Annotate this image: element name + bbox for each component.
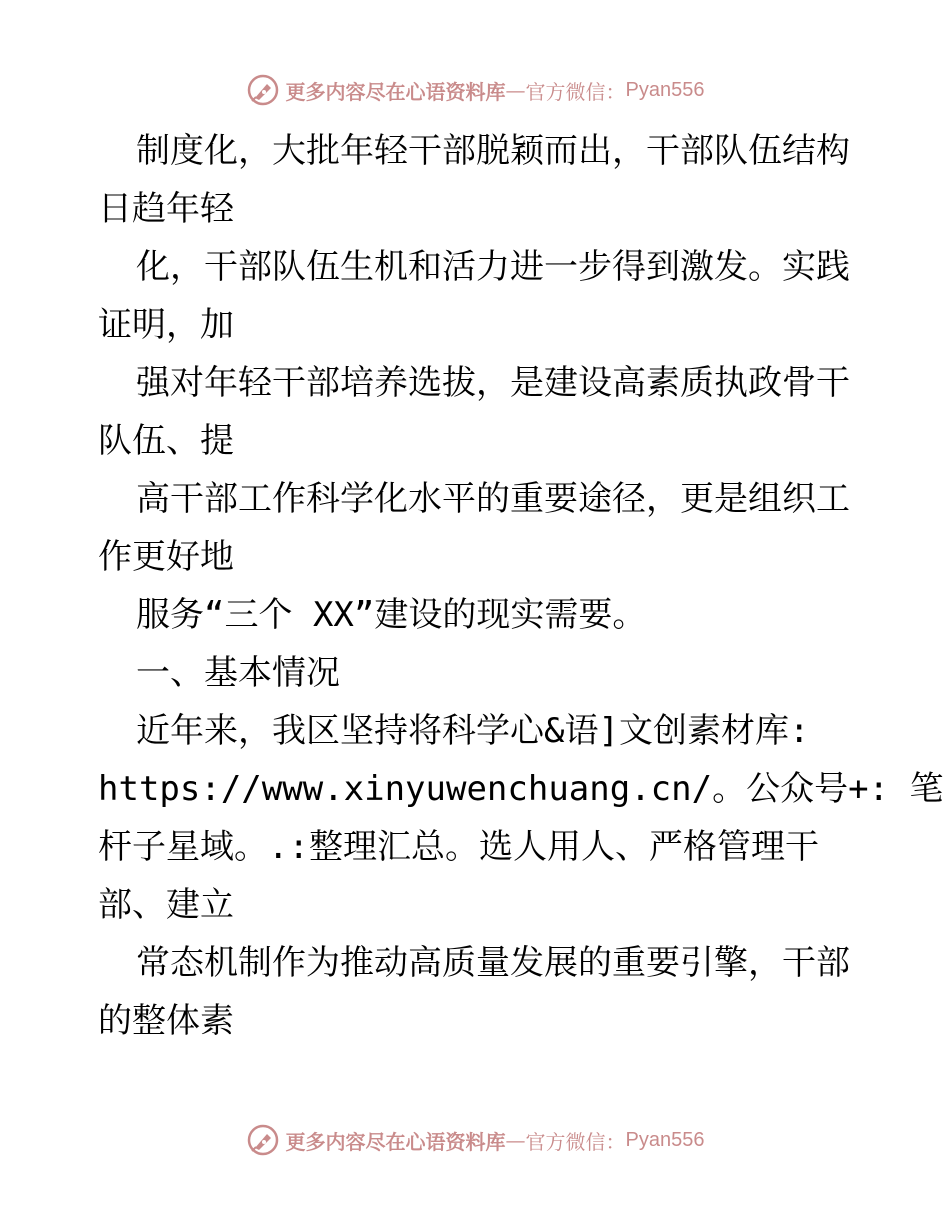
pen-nib-circle-icon [246, 1123, 280, 1157]
text-line-16: 的整体素 [98, 1001, 234, 1041]
header-watermark-main: 更多内容尽在心语资料库 [285, 79, 506, 104]
header-watermark-wechat: Pyan556 [625, 78, 705, 101]
text-line-15: 常态机制作为推动高质量发展的重要引擎，干部 [136, 943, 850, 983]
text-line-3: 化，干部队伍生机和活力进一步得到激发。实践 [136, 247, 850, 287]
text-line-7: 高干部工作科学化水平的重要途径，更是组织工 [136, 479, 850, 519]
footer-watermark-dash: — [505, 1128, 526, 1152]
footer-watermark [0, 1120, 950, 1160]
text-line-11: 近年来，我区坚持将科学心&语]文创素材库: [136, 711, 810, 751]
text-line-1: 制度化，大批年轻干部脱颖而出，干部队伍结构 [136, 131, 850, 171]
text-line-5: 强对年轻干部培养选拔，是建设高素质执政骨干 [136, 363, 850, 403]
footer-watermark-sub: 官方微信： [525, 1129, 626, 1154]
text-line-14: 部、建立 [98, 885, 234, 925]
header-watermark [0, 70, 950, 110]
body-text [98, 122, 944, 1050]
section-heading: 一、基本情况 [136, 653, 340, 693]
pen-nib-circle-icon [246, 73, 280, 107]
text-line-6: 队伍、提 [98, 421, 234, 461]
text-line-2: 日趋年轻 [98, 189, 234, 229]
footer-watermark-main: 更多内容尽在心语资料库 [285, 1129, 506, 1154]
header-watermark-dash: — [505, 78, 526, 102]
text-line-url: https://www.xinyuwenchuang.cn/。公众号+: 笔 [98, 769, 944, 809]
header-watermark-sub: 官方微信： [525, 79, 626, 104]
text-line-13: 杆子星域。.:整理汇总。选人用人、严格管理干 [98, 827, 819, 867]
footer-watermark-wechat: Pyan556 [625, 1128, 705, 1151]
text-line-8: 作更好地 [98, 537, 234, 577]
text-line-4: 证明，加 [98, 305, 234, 345]
text-line-9: 服务“三个 XX”建设的现实需要。 [136, 595, 647, 635]
